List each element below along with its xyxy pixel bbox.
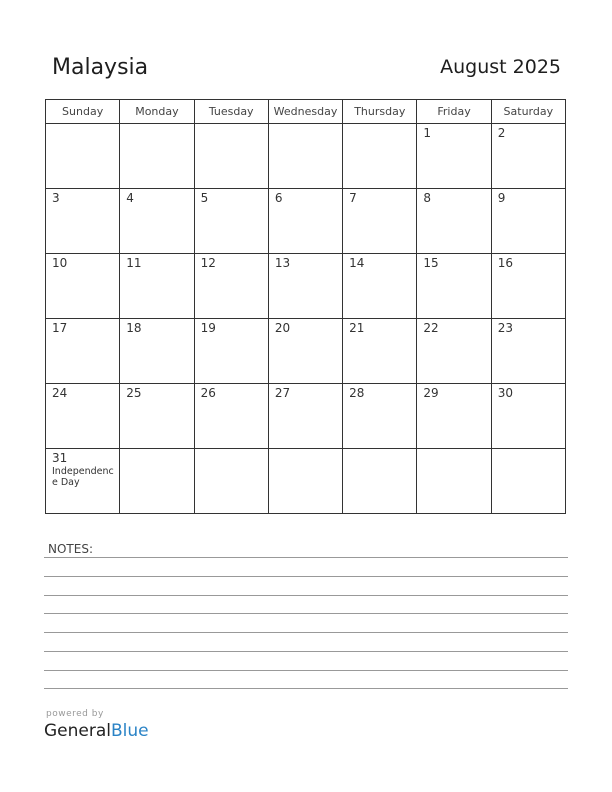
day-cell [194,254,268,319]
notes-line [44,557,568,558]
weekday-header: Wednesday [268,100,342,124]
day-cell [417,124,491,189]
day-cell [491,384,565,449]
day-number [343,124,416,127]
day-cell [491,449,565,514]
day-cell [268,384,342,449]
day-cell [491,124,565,189]
day-cell [120,319,194,384]
weekday-header-row [46,100,566,124]
day-number: 28 [349,386,365,400]
day-number: 27 [274,386,291,400]
day-cell [46,449,120,514]
day-cell [46,124,120,189]
day-number [195,124,268,127]
generalblue-logo[interactable] [44,721,149,741]
day-cell [120,189,194,254]
notes-line [44,651,568,652]
day-number [417,449,490,452]
day-number: 29 [423,386,439,400]
weekday-header: Saturday [491,100,565,124]
day-number: 30 [497,386,513,400]
day-number: 13 [274,256,291,270]
day-number: 15 [423,256,439,270]
week-row [46,254,566,319]
day-number [492,449,565,452]
country-title: Malaysia [52,55,149,80]
day-number: 5 [200,191,209,205]
logo-blue-text: Blue [111,721,149,741]
day-number: 11 [126,256,142,270]
week-row [46,449,566,514]
week-row [46,384,566,449]
notes-line [44,670,568,671]
day-cell [417,449,491,514]
day-cell [343,449,417,514]
week-row [46,319,566,384]
day-cell [194,384,268,449]
day-cell [417,254,491,319]
weekday-header: Tuesday [194,100,268,124]
notes-line [44,595,568,596]
day-cell [343,124,417,189]
day-cell [120,449,194,514]
day-cell [268,254,342,319]
powered-by-label: powered by [46,709,104,719]
day-number: 12 [200,256,216,270]
day-cell [46,384,120,449]
day-cell [417,319,491,384]
day-cell [417,384,491,449]
day-number: 31 [52,451,68,465]
weekday-header: Sunday [46,100,120,124]
day-number: 8 [423,191,432,205]
day-number: 1 [423,126,432,140]
day-number [120,124,193,127]
notes-line [44,613,568,614]
week-row [46,124,566,189]
day-cell [343,384,417,449]
day-cell [268,124,342,189]
day-number: 18 [126,321,142,335]
day-number: 10 [52,256,68,270]
day-number [269,124,342,127]
day-number: 14 [349,256,365,270]
day-number: 4 [126,191,134,205]
notes-line [44,688,568,689]
day-cell [120,384,194,449]
day-cell [46,319,120,384]
day-cell [194,449,268,514]
notes-line [44,576,568,577]
day-number: 19 [200,321,216,335]
day-cell [268,189,342,254]
day-cell [120,254,194,319]
day-number: 16 [497,256,513,270]
weekday-header: Monday [120,100,194,124]
notes-line [44,632,568,633]
day-cell [46,189,120,254]
day-number: 6 [274,191,283,205]
day-number: 17 [52,321,68,335]
day-number: 23 [497,321,513,335]
day-number [120,449,193,452]
day-cell [46,254,120,319]
day-number [195,449,268,452]
day-number: 7 [349,191,357,205]
day-number: 25 [126,386,142,400]
day-number: 20 [274,321,291,335]
notes-label: NOTES: [48,542,93,556]
day-cell [268,319,342,384]
weekday-header: Thursday [343,100,417,124]
day-number [269,449,342,452]
holiday-label: Independence Day [52,466,114,488]
day-cell [491,319,565,384]
day-cell [417,189,491,254]
day-cell [491,254,565,319]
weekday-header: Friday [417,100,491,124]
day-number: 9 [497,191,506,205]
week-row [46,189,566,254]
day-cell [491,189,565,254]
day-number [46,124,119,127]
day-cell [194,189,268,254]
day-number: 24 [52,386,68,400]
day-number: 2 [497,126,506,140]
logo-general-text: General [44,721,111,741]
day-cell [194,124,268,189]
day-cell [268,449,342,514]
day-cell [120,124,194,189]
day-cell [343,254,417,319]
day-number: 22 [423,321,439,335]
day-number: 26 [200,386,216,400]
day-number: 3 [52,191,60,205]
calendar-grid [45,99,566,514]
month-year-title: August 2025 [440,56,561,78]
day-number: 21 [349,321,365,335]
day-number [343,449,416,452]
day-cell [343,189,417,254]
day-cell [194,319,268,384]
day-cell [343,319,417,384]
